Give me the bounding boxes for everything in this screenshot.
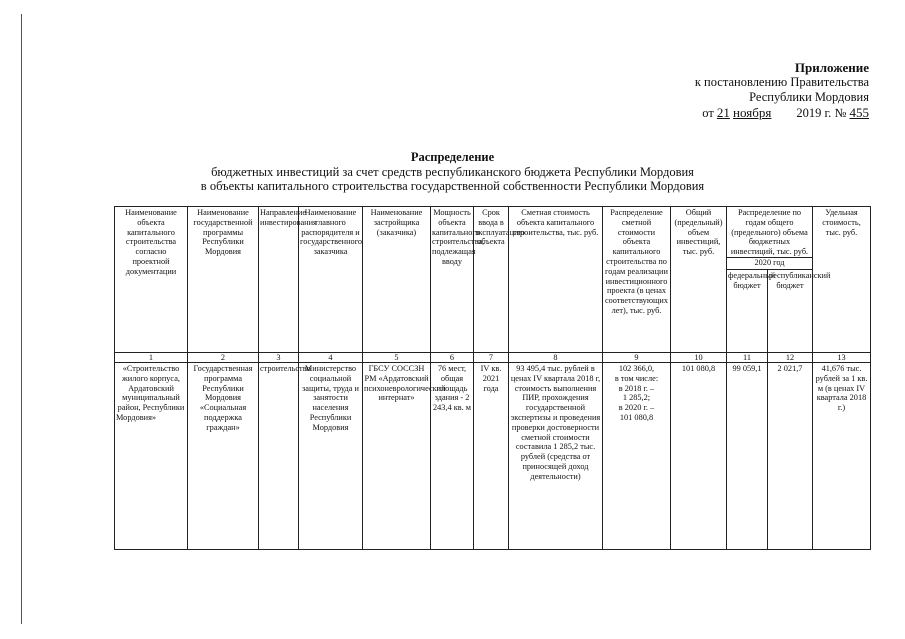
header-col11-12-label: Распределение по годам общего (предельного) объема бюджетных инвестиций, тыс. руб.	[730, 208, 809, 257]
header-col12: республиканский бюджет	[768, 270, 813, 353]
appendix-line1: к постановлению Правительства	[694, 75, 869, 89]
document-subtitle-line2: в объекты капитального строительства государственной собственности Республики Мордовия	[200, 179, 705, 193]
col-number: 1	[115, 353, 188, 363]
appendix-title: Приложение	[794, 60, 869, 75]
header-col11-12	[727, 207, 813, 270]
date-month: ноября	[733, 105, 772, 120]
cell-program: Государственная программа Республики Мордовия «Социальная поддержка граждан»	[188, 363, 259, 550]
col-number: 6	[431, 353, 474, 363]
header-col13: Удельная стоимость, тыс. руб.	[813, 207, 871, 353]
header-col2: Наименование государственной программы Республики Мордовия	[188, 207, 259, 353]
col-number: 11	[727, 353, 768, 363]
appendix-line2: Республики Мордовия	[749, 90, 869, 104]
col-number: 8	[509, 353, 603, 363]
cell-federal-budget: 99 059,1	[727, 363, 768, 550]
document-heading	[0, 150, 905, 194]
date-day: 21	[716, 105, 730, 120]
cost-dist-line: в 2018 г. –	[618, 383, 655, 393]
header-col9: Распределение сметной стоимости объекта капитального строительства по годам реализации инвестиционного проекта (в ценах соответствующих лет), тыс. руб.	[603, 207, 671, 353]
header-col11: федеральный бюджет	[727, 270, 768, 353]
col-number: 13	[813, 353, 871, 363]
cell-cost-distribution	[603, 363, 671, 550]
col-number: 4	[299, 353, 363, 363]
cell-unit-cost: 41,676 тыс. рублей за 1 кв. м (в ценах IV квартала 2018 г.)	[813, 363, 871, 550]
cell-direction: строительство	[259, 363, 299, 550]
table-row	[115, 363, 871, 550]
column-number-row	[115, 353, 871, 363]
cost-dist-line: в том числе:	[614, 373, 659, 383]
col-number: 2	[188, 353, 259, 363]
cost-dist-line: 102 366,0,	[618, 364, 655, 373]
header-col8: Сметная стоимость объекта капитального строительства, тыс. руб.	[509, 207, 603, 353]
header-col3: Направление инвестирования	[259, 207, 299, 353]
decree-number: 455	[849, 105, 869, 120]
appendix-date-line	[695, 105, 869, 121]
col-number: 12	[768, 353, 813, 363]
date-year: 2019 г.	[796, 106, 832, 120]
cell-estimated-cost: 93 495,4 тыс. рублей в ценах IV квартала 2018 г, стоимость выполнения ПИР, прохождения государственной экспертизы и проведения проверки достоверности сметной стоимости составила 1 285,2 тыс. рублей (средства от приносящей доход деятельности)	[509, 363, 603, 550]
page-edge-line	[21, 14, 22, 624]
document-title: Распределение	[410, 150, 495, 164]
cell-capacity: 76 мест, общая площадь здания - 2 243,4 кв. м	[431, 363, 474, 550]
header-col7: Срок ввода в эксплуатацию объекта	[474, 207, 509, 353]
col-number: 9	[603, 353, 671, 363]
header-col10: Общий (предельный) объем инвестиций, тыс. руб.	[671, 207, 727, 353]
header-col1: Наименование объекта капитального строительства согласно проектной документации	[115, 207, 188, 353]
cell-republic-budget: 2 021,7	[768, 363, 813, 550]
col-number: 5	[363, 353, 431, 363]
appendix-block	[695, 60, 869, 121]
from-prefix: от	[702, 106, 714, 120]
cost-dist-line: в 2020 г. –	[618, 403, 655, 413]
header-year: 2020 год	[727, 257, 812, 269]
col-number: 7	[474, 353, 509, 363]
cell-deadline: IV кв. 2021 года	[474, 363, 509, 550]
header-col6: Мощность объекта капитального строительства, подлежащая вводу	[431, 207, 474, 353]
header-col5: Наименование застройщика (заказчика)	[363, 207, 431, 353]
investment-table	[114, 206, 871, 550]
number-prefix: №	[834, 106, 847, 120]
header-col4: Наименование главного распорядителя и государственного заказчика	[299, 207, 363, 353]
cost-dist-line: 1 285,2;	[622, 393, 651, 403]
cell-customer: Министерство социальной защиты, труда и занятости населения Республики Мордовия	[299, 363, 363, 550]
cell-developer: ГБСУ СОССЗН РМ «Ардатовский психоневрологический интернат»	[363, 363, 431, 550]
cost-dist-line: 101 080,8	[619, 412, 654, 422]
col-number: 10	[671, 353, 727, 363]
col-number: 3	[259, 353, 299, 363]
cell-total-investment: 101 080,8	[671, 363, 727, 550]
cell-object-name: «Строительство жилого корпуса, Ардатовский муниципальный район, Республики Мордовия»	[115, 363, 188, 550]
header-row	[115, 207, 871, 270]
document-subtitle-line1: бюджетных инвестиций за счет средств республиканского бюджета Республики Мордовия	[211, 164, 694, 179]
